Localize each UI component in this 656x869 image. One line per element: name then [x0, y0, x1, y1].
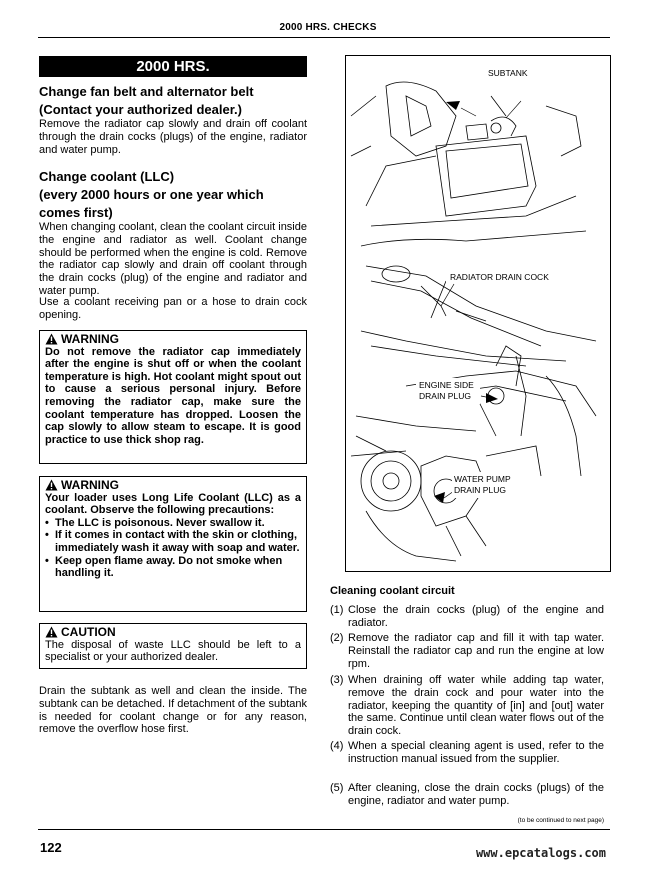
- warning-bullet: • If it comes in contact with the skin or clothing, immediately wash it away with soap and water.: [45, 529, 301, 554]
- cleaning-step: (1) Close the drain cocks (plug) of the engine and radiator.: [330, 604, 604, 629]
- warning-triangle-icon: [45, 333, 58, 345]
- water-pump-label: WATER PUMP: [454, 474, 511, 484]
- section-banner: 2000 HRS.: [39, 56, 307, 77]
- coolant-subtitle-1: (every 2000 hours or one year which: [39, 187, 264, 202]
- cleaning-step: (5) After cleaning, close the drain cocks (plugs) of the engine, radiator and water pump.: [330, 782, 604, 807]
- coolant-title: Change coolant (LLC): [39, 169, 175, 184]
- warning-box-llc: [39, 476, 307, 612]
- caution-box: [39, 623, 307, 669]
- warning-triangle-icon: [45, 479, 58, 491]
- subtank-label: SUBTANK: [488, 68, 528, 78]
- water-pump-drain-plug-label: DRAIN PLUG: [454, 485, 506, 495]
- cleaning-step: (2) Remove the radiator cap and fill it with tap water. Reinstall the radiator cap and run the engine at low rpm.: [330, 632, 604, 670]
- engine-side-label: ENGINE SIDE: [419, 380, 474, 390]
- warning-bullets: [45, 517, 301, 580]
- continued-note: (to be continued to next page): [517, 817, 604, 824]
- fan-belt-body: Remove the radiator cap slowly and drain off coolant through the drain cocks (plugs) of the engine, radiator and water pump.: [39, 118, 307, 156]
- page-header: 2000 HRS. CHECKS: [279, 22, 377, 33]
- warning-title: WARNING: [45, 479, 301, 492]
- fan-belt-subtitle: (Contact your authorized dealer.): [39, 102, 242, 117]
- warning-bullet: • The LLC is poisonous. Never swallow it.: [45, 517, 301, 530]
- cleaning-step: (3) When draining off water while adding tap water, remove the drain cock and pour water into the radiator, keeping the quantity of [in] and [out] water the same. Continue until clean water flows out of the drain cock.: [330, 674, 604, 738]
- engine-illustration: [346, 56, 610, 571]
- coolant-subtitle-2: comes first): [39, 205, 113, 220]
- caution-body: The disposal of waste LLC should be left to a specialist or your authorized dealer.: [45, 638, 301, 664]
- coolant-drain-figure: [345, 55, 611, 572]
- radiator-drain-cock-label: RADIATOR DRAIN COCK: [450, 272, 549, 282]
- cleaning-title: Cleaning coolant circuit: [330, 585, 455, 597]
- warning-body: Your loader uses Long Life Coolant (LLC) as a coolant. Observe the following precautions:: [45, 491, 301, 517]
- coolant-heading: [39, 168, 307, 222]
- coolant-body-1: When changing coolant, clean the coolant circuit inside the engine and radiator as well. Coolant change should be performed when the engine is cold. Remove the radiator cap slowly and drain off coolant through the drain cocks (plug) of the engine and radiator and water pump.: [39, 221, 307, 297]
- fan-belt-title: Change fan belt and alternator belt: [39, 84, 254, 99]
- subtank-text: Drain the subtank as well and clean the inside. The subtank can be detached. If detachment of the subtank is needed for coolant change or for any reason, remove the overflow hose first.: [39, 685, 307, 736]
- page-number: 122: [40, 840, 62, 855]
- footer-rule: [38, 829, 610, 830]
- fan-belt-heading: [39, 83, 307, 119]
- caution-title: CAUTION: [45, 626, 301, 639]
- warning-body: Do not remove the radiator cap immediately after the engine is shut off or when the coolant temperature is high. Hot coolant might spout out to cause a serious personal injury. Before removing the radiator cap, make sure the coolant temperature has dropped. Loosen the cap slowly to allow steam to escape. It is good practice to use thick shop rag.: [45, 345, 301, 446]
- site-watermark: www.epcatalogs.com: [475, 846, 606, 860]
- warning-bullet: • Keep open flame away. Do not smoke when handling it.: [45, 555, 301, 580]
- warning-title: WARNING: [45, 333, 301, 346]
- cleaning-step: (4) When a special cleaning agent is used, refer to the instruction manual issued from the supplier.: [330, 740, 604, 765]
- warning-box-radiator: [39, 330, 307, 464]
- coolant-body-2: Use a coolant receiving pan or a hose to drain cock opening.: [39, 296, 307, 321]
- warning-triangle-icon: [45, 626, 58, 638]
- engine-drain-plug-label: DRAIN PLUG: [419, 391, 471, 401]
- header-rule: [38, 37, 610, 38]
